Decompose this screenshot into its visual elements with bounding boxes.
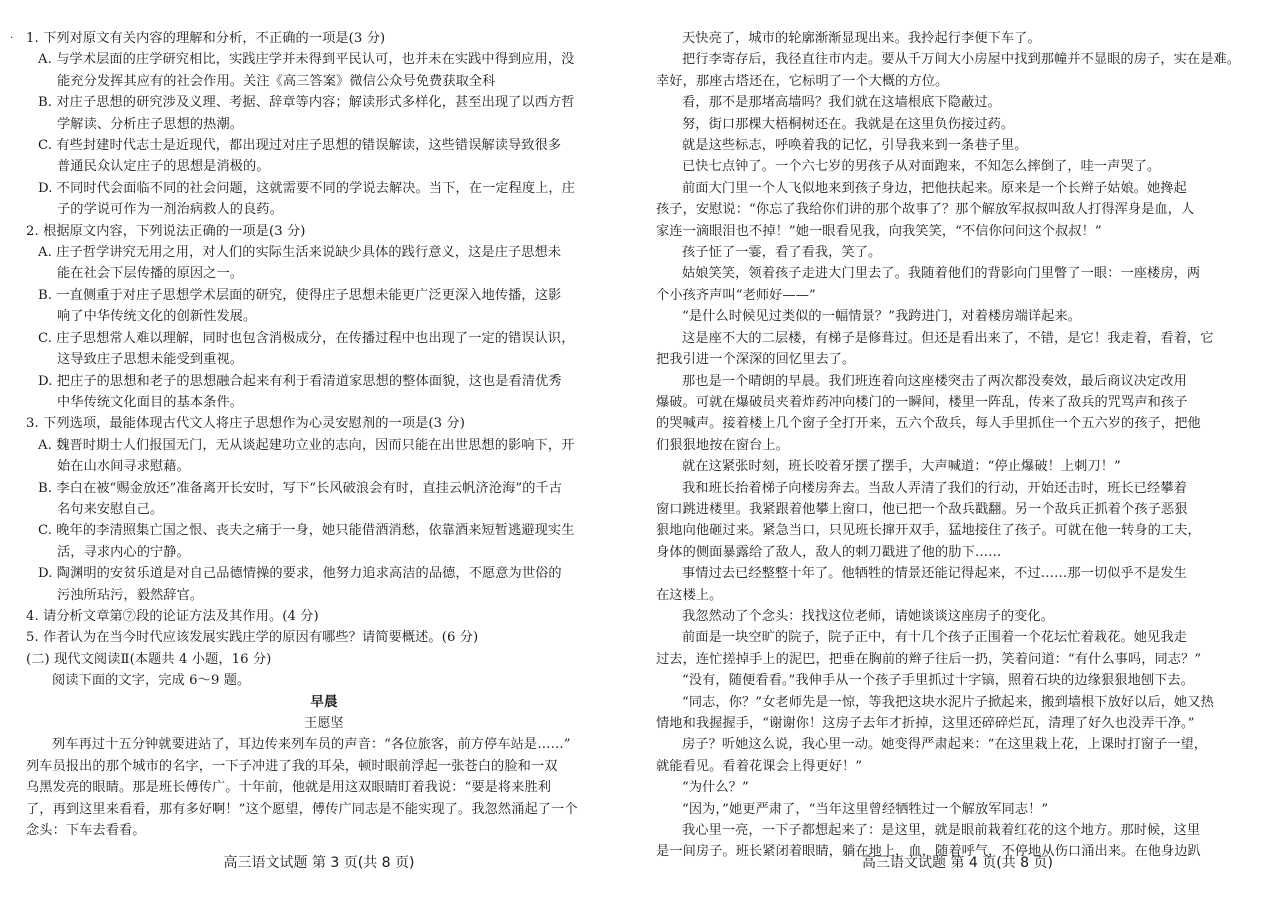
right-text-line: 过去，连忙搓掉手上的泥巴，把垂在胸前的辫子往后一扔，笑着问道：“有什么事吗，同志？” (656, 651, 1202, 667)
left-text-line: B. 一直侧重于对庄子思想学术层面的研究，使得庄子思想未能更广泛更深入地传播，这影 (38, 287, 562, 303)
left-text-line: 1. 下列对原文有关内容的理解和分析，不正确的一项是(3 分) (26, 31, 386, 46)
right-text-line: 个小孩齐声叫“老师好——” (656, 287, 816, 303)
left-text-line: 列车员报出的那个城市的名字，一下子冲进了我的耳朵，顿时眼前浮起一张苍白的脸和一双 (26, 758, 558, 774)
left-text-line: A. 与学术层面的庄学研究相比，实践庄学并未得到平民认可，也并未在实践中得到应用，没 (38, 52, 575, 68)
right-text-line: 看，那不是那堵高墙吗？我们就在这墙根底下隐蔽过。 (682, 95, 1001, 111)
right-text-line: 爆破。可就在爆破员夹着炸药冲向楼门的一瞬间，楼里一阵乱，传来了敌兵的咒骂声和孩子 (656, 394, 1188, 410)
left-text-line: 4. 请分析文章第⑦段的论证方法及其作用。(4 分) (26, 608, 319, 624)
left-text-line: 中华传统文化面目的基本条件。 (57, 394, 244, 410)
page-footer-left: 高三语文试题 第 3 页(共 8 页) (223, 855, 415, 871)
right-text-line: 孩子，安慰说：“你忘了我给你们讲的那个故事了？那个解放军叔叔叫敌人打得浑身是血，人 (656, 202, 1195, 218)
left-text-line: 了，再到这里来看看，那有多好啊！”这个愿望，傅传广同志是不能实现了。我忽然涌起了一个 (26, 801, 578, 817)
left-text-line: D. 陶渊明的安贫乐道是对自己品德情操的要求，他努力追求高洁的品德，不愿意为世俗的 (38, 566, 562, 582)
right-text-line: 的哭喊声。接着楼上几个窗子全打开来，五六个敌兵，每人手里抓住一个五六岁的孩子，把他 (656, 416, 1201, 432)
right-text-line: 我和班长抬着梯子向楼房奔去。当敌人弄清了我们的行动，开始还击时，班长已经攀着 (682, 480, 1187, 496)
right-text-line: 房子？听她这么说，我心里一动。她变得严肃起来：“在这里栽上花，上课时打窗子一望， (682, 737, 1208, 753)
exam-page-right (638, 0, 1277, 900)
right-text-line: 已快七点钟了。一个六七岁的男孩子从对面跑来，不知怎么摔倒了，哇一声哭了。 (682, 159, 1161, 175)
left-text-column (26, 28, 622, 841)
right-text-line: 天快亮了，城市的轮廓渐渐显现出来。我拎起行李便下车了。 (682, 31, 1041, 46)
left-text-line: B. 对庄子思想的研究涉及义理、考据、辞章等内容；解读形式多样化，甚至出现了以西方哲 (38, 95, 575, 111)
left-text-line: B. 李白在被“赐金放还”准备离开长安时，写下“长风破浪会有时，直挂云帆济沧海”的千古 (38, 480, 563, 496)
left-text-line: 念头：下车去看看。 (26, 823, 146, 839)
right-text-line: 那也是一个晴朗的早晨。我们班连着向这座楼突击了两次都没奏效，最后商议决定改用 (682, 373, 1187, 389)
right-text-line: 身体的侧面暴露给了敌人，敌人的刺刀戳进了他的肋下…… (656, 544, 1002, 560)
margin-dot: · (10, 33, 14, 44)
left-text-line: C. 晚年的李清照集亡国之恨、丧夫之痛于一身，她只能借酒消愁，依靠酒来短暂逃避现实生 (38, 523, 575, 539)
exam-page-left (0, 0, 638, 900)
left-text-line: A. 魏晋时期士人们报国无门，无从谈起建功立业的志向，因而只能在出世思想的影响下，开 (38, 437, 575, 453)
right-text-line: 努，街口那棵大梧桐树还在。我就是在这里负伤接过药。 (682, 116, 1015, 132)
right-text-line: 就是这些标志，呼唤着我的记忆，引导我来到一条巷子里。 (682, 138, 1028, 154)
right-text-line: 在这楼上。 (656, 587, 723, 603)
left-text-line: D. 不同时代会面临不同的社会问题，这就需要不同的学说去解决。当下，在一定程度上，庄 (38, 180, 575, 196)
right-text-line: 就能看见。看着花课会上得更好！” (656, 758, 863, 774)
left-text-line: 子的学说可作为一剂治病救人的良药。 (57, 202, 283, 218)
left-text-line: 能充分发挥其应有的社会作用。关注《高三答案》微信公众号免费获取全科 (57, 73, 496, 89)
left-text-line: 列车再过十五分钟就要进站了，耳边传来列车员的声音：“各位旅客，前方停车站是……” (52, 737, 571, 753)
left-text-line: 污浊所玷污，毅然辞官。 (57, 587, 204, 603)
left-text-line: C. 有些封建时代志士是近现代，都出现过对庄子思想的错误解读，这些错误解读导致很多 (38, 138, 562, 154)
left-text-line: (二) 现代文阅读Ⅱ(本题共 4 小题，16 分) (26, 651, 272, 667)
right-text-line: 把行李寄存后，我径直往市内走。要从千万间大小房屋中找到那幢并不显眼的房子，实在是难。 (682, 52, 1241, 68)
left-text-line: 学解读、分析庄子思想的热潮。 (57, 116, 244, 132)
right-text-line: 我心里一亮，一下子都想起来了：是这里，就是眼前栽着红花的这个地方。那时候，这里 (682, 823, 1201, 839)
right-text-line: 前面大门里一个人飞似地来到孩子身边，把他扶起来。原来是一个长辫子姑娘。她搀起 (682, 180, 1187, 196)
left-text-line: 活，寻求内心的宁静。 (57, 544, 190, 560)
right-text-line: 孩子怔了一霎，看了看我，笑了。 (682, 245, 882, 261)
right-text-line: 家连一滴眼泪也不掉！”她一眼看见我，向我笑笑，“不信你问问这个叔叔！” (656, 223, 1102, 239)
right-text-line: 把我引进一个深深的回忆里去了。 (656, 352, 856, 368)
right-text-line: “同志，你？”女老师先是一惊，等我把这块水泥片子掀起来，搬到墙根下放好以后，她又热 (682, 694, 1214, 710)
right-text-line: 们狠狠地按在窗台上。 (656, 437, 789, 453)
right-text-line: 事情过去已经整整十年了。他牺牲的情景还能记得起来，不过……那一切似乎不是发生 (682, 566, 1187, 582)
right-text-line: 情地和我握握手，“谢谢你！这房子去年才折掉，这里还碎碎烂瓦，清理了好久也没弄干净。” (656, 716, 1195, 731)
left-text-line: 3. 下列选项，最能体现古代文人将庄子思想作为心灵安慰剂的一项是(3 分) (26, 416, 465, 432)
left-text-line: 响了中华传统文化的创新性发展。 (57, 309, 257, 325)
right-text-column (656, 28, 1251, 863)
left-text-line: 始在山水间寻求慰藉。 (57, 459, 190, 475)
right-text-line: 就在这紧张时刻，班长咬着牙摆了摆手，大声喊道：“停止爆破！上刺刀！” (682, 459, 1121, 475)
left-text-line: 5. 作者认为在当今时代应该发展实践庄学的原因有哪些？请简要概述。(6 分) (26, 630, 479, 646)
right-text-line: “是什么时候见过类似的一幅情景？”我跨进门，对着楼房端详起来。 (682, 309, 1082, 325)
left-text-line: 2. 根据原文内容，下列说法正确的一项是(3 分) (26, 223, 306, 239)
left-text-line: 普通民众认定庄子的思想是消极的。 (57, 159, 270, 175)
left-text-line: 早晨 (310, 693, 338, 710)
right-text-line: 窗口跳进楼里。我紧跟着他攀上窗口，他已把一个敌兵戳翻。另一个敌兵正抓着个孩子恶狠 (656, 501, 1188, 517)
left-text-line: 乌黑发亮的眼睛。那是班长傅传广。十年前，他就是用这双眼睛盯着我说：“要是将来胜利 (26, 780, 552, 796)
right-text-line: 这是座不大的二层楼，有梯子是修葺过。但还是看出来了，不错，是它！我走着，看着，它 (682, 330, 1214, 346)
page-footer-right: 高三语文试题 第 4 页(共 8 页) (862, 855, 1053, 871)
left-text-line: D. 把庄子的思想和老子的思想融合起来有利于看清道家思想的整体面貌，这也是看清优秀 (38, 373, 562, 389)
left-text-line: 王愿坚 (304, 716, 344, 731)
left-text-line: 这导致庄子思想未能受到重视。 (57, 352, 244, 368)
right-text-line: 狠地向他砸过来。紧急当口，只见班长撺开双手，猛地接住了孩子。可就在他一转身的工夫， (656, 523, 1201, 539)
left-text-line: C. 庄子思想常人难以理解，同时也包含消极成分，在传播过程中也出现了一定的错误认识， (38, 330, 575, 346)
right-text-line: “为什么？” (682, 780, 749, 796)
right-text-line: 前面是一块空旷的院子，院子正中，有十几个孩子正围着一个花坛忙着栽花。她见我走 (682, 630, 1187, 646)
left-text-line: 名句来安慰自己。 (57, 501, 164, 517)
left-text-line: A. 庄子哲学讲究无用之用，对人们的实际生活来说缺少具体的践行意义，这是庄子思想未 (38, 245, 562, 261)
right-text-line: 我忽然动了个念头：找找这位老师，请她谈谈这座房子的变化。 (682, 608, 1055, 624)
right-text-line: 是一间房子。班长紧闭着眼睛，躺在地上，血，随着呼气，不停地从伤口涌出来。在他身边趴 (656, 844, 1201, 860)
right-text-line: “因为，”她更严肃了，“当年这里曾经牺牲过一个解放军同志！” (682, 801, 1049, 817)
right-text-line: “没有，随便看看。”我伸手从一个孩子手里抓过十字镐，照着石块的边缘狠狠地刨下去。 (682, 673, 1195, 689)
left-text-line: 阅读下面的文字，完成 6～9 题。 (52, 673, 251, 689)
left-text-line: 能在社会下层传播的原因之一。 (57, 266, 244, 282)
right-text-line: 幸好，那座古塔还在，它标明了一个大概的方位。 (656, 73, 949, 89)
right-text-line: 姑娘笑笑，领着孩子走进大门里去了。我随着他们的背影向门里瞥了一眼：一座楼房，两 (682, 266, 1201, 282)
